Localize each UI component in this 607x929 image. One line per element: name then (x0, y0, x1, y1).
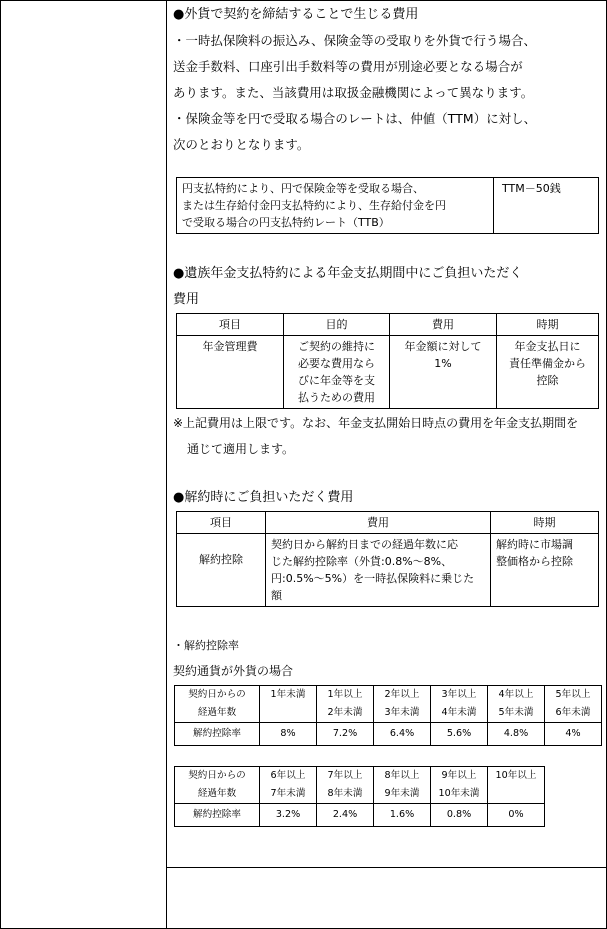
rate-label: 解約控除率 (175, 723, 260, 746)
years-label (175, 686, 260, 723)
cell-line: 払うための費用 (298, 391, 375, 404)
cell-line: 責任準備金から (509, 357, 586, 370)
years-col (488, 686, 545, 723)
header-purpose: 目的 (284, 314, 390, 336)
cell-line: 契約日から解約日までの経過年数に応 (271, 538, 458, 551)
surrender-item: 解約控除 (177, 534, 266, 607)
cell-line: 4年未満 (441, 707, 477, 718)
rate-value: 5.6% (431, 723, 488, 746)
rates-row (175, 723, 602, 746)
years-col (317, 686, 374, 723)
pension-purpose (284, 336, 390, 409)
rate-label: 解約控除率 (175, 804, 260, 827)
cell-line: 1% (434, 357, 452, 370)
pension-cost-table (176, 313, 599, 409)
table-row (177, 178, 599, 234)
cell-line: で受取る場合の円支払特約レート（TTB） (182, 216, 390, 229)
rate-value: 7.2% (317, 723, 374, 746)
years-col (260, 686, 317, 723)
cell-line: 年金支払日に (514, 340, 581, 353)
yen-rate-table (176, 177, 599, 234)
foreign-currency-cost-text (173, 28, 536, 158)
years-col (374, 767, 431, 804)
cell-line: 円支払特約により、円で保険金等を受取る場合、 (182, 182, 424, 195)
cell-line: 10年以上 (495, 770, 537, 781)
years-col (431, 686, 488, 723)
years-col (374, 686, 431, 723)
cell-line: 契約日からの (188, 770, 246, 781)
note-line: ※上記費用は上限です。なお、年金支払開始日時点の費用を年金支払期間を (173, 416, 579, 430)
surrender-cost (266, 534, 491, 607)
cell-line: 7年以上 (327, 770, 363, 781)
pension-cost-note (173, 410, 578, 462)
cell-line: 10年未満 (438, 788, 480, 799)
rate-value: 8% (260, 723, 317, 746)
years-col (488, 767, 545, 804)
cell-line: びに年金等を支 (298, 374, 375, 387)
cell-line: 控除 (536, 374, 559, 387)
header-cost: 費用 (266, 512, 491, 534)
years-row (175, 767, 545, 804)
cell-line: 経過年数 (197, 707, 237, 718)
years-row (175, 686, 602, 723)
rate-value: 6.4% (374, 723, 431, 746)
rate-value: 1.6% (374, 804, 431, 827)
years-col (545, 686, 602, 723)
cell-line: 整価格から控除 (496, 555, 573, 568)
years-col (431, 767, 488, 804)
table-row (177, 336, 599, 409)
cell-line: 4年以上 (498, 689, 534, 700)
surrender-cost-heading: ●解約時にご負担いただく費用 (173, 490, 354, 505)
header-item: 項目 (177, 314, 284, 336)
years-col (260, 767, 317, 804)
cell-line: 3年以上 (441, 689, 477, 700)
pension-timing (497, 336, 599, 409)
header-item: 項目 (177, 512, 266, 534)
cell-line: 7年未満 (270, 788, 306, 799)
cell-line: 9年以上 (441, 770, 477, 781)
cell-line: 1年未満 (270, 689, 306, 700)
cell-line: 9年未満 (384, 788, 420, 799)
rate-value: 4% (545, 723, 602, 746)
header-timing: 時期 (491, 512, 599, 534)
rate-value: 3.2% (260, 804, 317, 827)
text-line: あります。また、当該費用は取扱金融機関によって異なります。 (173, 85, 534, 100)
text-line: ・一時払保険料の振込み、保険金等の受取りを外貨で行う場合、 (173, 33, 536, 48)
cell-line: 契約日からの (188, 689, 246, 700)
header-cost: 費用 (390, 314, 497, 336)
cell-line: 円:0.5%～5%）を一時払保険料に乗じた (271, 572, 475, 585)
table-header-row (177, 512, 599, 534)
cell-line: じた解約控除率（外貨:0.8%～8%、 (271, 555, 453, 568)
rate-value: 0.8% (431, 804, 488, 827)
pension-item: 年金管理費 (177, 336, 284, 409)
note-line: 通じて適用します。 (187, 442, 295, 456)
surrender-rate-title: ・解約控除率 (173, 639, 239, 652)
cell-line: 必要な費用なら (298, 357, 375, 370)
cell-line: 1年以上 (327, 689, 363, 700)
heading-line: 費用 (173, 292, 200, 307)
cell-line: 経過年数 (197, 788, 237, 799)
rate-value: 2.4% (317, 804, 374, 827)
table-header-row (177, 314, 599, 336)
header-timing: 時期 (497, 314, 599, 336)
foreign-currency-cost-heading: ●外貨で契約を締結することで生じる費用 (173, 7, 419, 22)
cell-line: 解約時に市場調 (496, 538, 573, 551)
column-divider (166, 0, 167, 929)
cell-line: 5年以上 (555, 689, 591, 700)
cell-line: 2年未満 (327, 707, 363, 718)
survivor-pension-heading (173, 261, 522, 313)
cell-line: 8年以上 (384, 770, 420, 781)
cell-line: 3年未満 (384, 707, 420, 718)
cell-line: 6年以上 (270, 770, 306, 781)
rate-value: 4.8% (488, 723, 545, 746)
surrender-rate-subtitle: 契約通貨が外貨の場合 (173, 664, 294, 678)
bottom-divider (166, 867, 607, 868)
table-row (177, 534, 599, 607)
years-col (317, 767, 374, 804)
surrender-cost-table (176, 511, 599, 607)
cell-line: 年金額に対して (404, 340, 482, 353)
rate-value: 0% (488, 804, 545, 827)
cell-line: 6年未満 (555, 707, 591, 718)
cell-line: ご契約の維持に (298, 340, 375, 353)
cell-line: 5年未満 (498, 707, 534, 718)
cell-line: 額 (271, 589, 282, 602)
rates-row (175, 804, 545, 827)
yen-rate-value: TTM－50銭 (494, 178, 599, 234)
yen-rate-description (177, 178, 494, 234)
surrender-rate-table-1 (174, 685, 602, 746)
cell-line: 2年以上 (384, 689, 420, 700)
surrender-rate-table-2 (174, 766, 545, 827)
heading-line: ●遺族年金支払特約による年金支払期間中にご負担いただく (173, 266, 523, 281)
surrender-timing (491, 534, 599, 607)
text-line: ・保険金等を円で受取る場合のレートは、仲値（TTM）に対し、 (173, 111, 537, 126)
text-line: 送金手数料、口座引出手数料等の費用が別途必要となる場合が (173, 59, 523, 74)
cell-line: 8年未満 (327, 788, 363, 799)
pension-cost (390, 336, 497, 409)
cell-line: または生存給付金円支払特約により、生存給付金を円 (182, 199, 446, 212)
text-line: 次のとおりとなります。 (173, 137, 310, 152)
years-label (175, 767, 260, 804)
